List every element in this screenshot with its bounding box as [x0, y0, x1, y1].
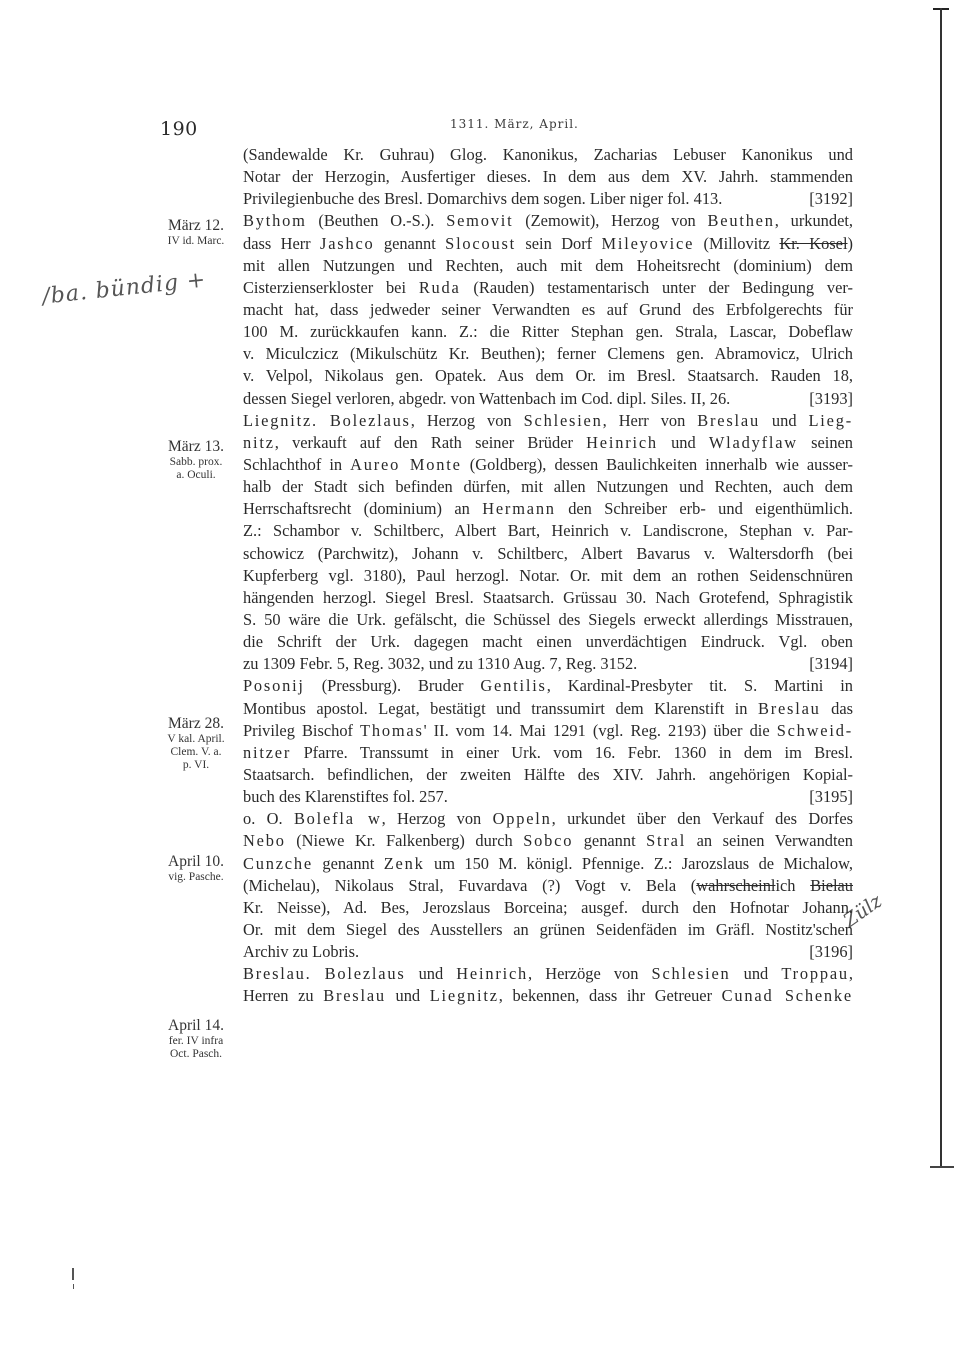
- text-span: um 150 M. königl. Pfennige. Z.: Jarozslaus de Michalow,: [424, 853, 853, 873]
- text-span: , Herzog von: [410, 410, 524, 430]
- margin-sub: a. Oculi.: [176, 469, 216, 481]
- person-name: Heinrich: [586, 432, 658, 452]
- binding-rule: [940, 8, 942, 1168]
- place-name: Breslau: [323, 986, 386, 1006]
- place-name: Beuthen: [707, 211, 775, 231]
- handwritten-note-right: Zülz: [839, 890, 887, 932]
- text-line: [243, 720, 853, 742]
- text-span: und: [657, 432, 709, 452]
- text-line: Or. mit dem Siegel des Ausstellers an grünen Seidenfäden im Gräfl. Nostitz'schen: [243, 919, 853, 939]
- binding-rule-tick: [930, 1166, 954, 1168]
- text-span: , Herzog von: [381, 809, 493, 829]
- place-name: Mileyovice: [601, 233, 695, 253]
- text-line: halb der Stadt sich befinden dürfen, mit allen Nutzungen und Rechten, auch dem: [243, 477, 853, 497]
- person-name: Stral: [646, 831, 687, 851]
- margin-sub: Clem. V. a.: [170, 746, 222, 758]
- text-span: o. O.: [243, 809, 294, 829]
- text-span: seinen: [797, 432, 853, 452]
- text-span: (Niewe Kr. Falkenberg) durch: [285, 831, 524, 851]
- text-line: Z.: Schambor v. Schiltberc, Albert Bart, Heinrich v. Landiscrone, Stephan v. Par-: [243, 521, 853, 541]
- text-line: schowicz (Parchwitz), Johann v. Schiltberc, Albert Bavarus v. Waltersdorfh (bei: [243, 543, 853, 563]
- text-span: und: [405, 964, 457, 984]
- person-name: Hermann: [482, 499, 556, 519]
- person-name: Thomas: [360, 720, 424, 740]
- text-span: das: [820, 698, 853, 718]
- person-name: Heinrich: [456, 964, 529, 984]
- text-span: genannt: [312, 853, 384, 873]
- struck-text: wahrscheinl: [696, 875, 776, 895]
- text-span: Montibus apostol. Legat, bestätigt und transsumirt dem Klarenstift in: [243, 698, 758, 718]
- text-span: (Michelau), Nikolaus Stral, Fuvardava (?) Vogt v. Bela (: [243, 875, 697, 895]
- struck-text: Bielau: [810, 875, 853, 895]
- text-span: und: [730, 964, 782, 984]
- place-name: Liegnitz.: [243, 410, 318, 430]
- text-span: Schlachthof in: [243, 454, 351, 474]
- place-name: Breslau: [757, 698, 821, 718]
- text-line: [243, 941, 853, 963]
- regest-number: [3196]: [809, 942, 853, 962]
- place-name: nitzer: [243, 742, 292, 762]
- text-line: Kupferberg vgl. 3180), Paul herzogl. Notar. Or. mit dem an rothen Seidenschnüren: [243, 565, 853, 585]
- text-line: mit allen Nutzungen und Rechten, auch mit dem Hoheitsrecht (dominium) dem: [243, 255, 853, 275]
- place-name: Schlesien: [651, 964, 731, 984]
- person-name: Wladyflaw: [708, 432, 798, 452]
- text-span: , urkundet,: [774, 211, 853, 231]
- text-line: (Sandewalde Kr. Guhrau) Glog. Kanonikus, Zacharias Lebuser Kanonikus und: [243, 145, 853, 164]
- text-line: [243, 454, 853, 476]
- margin-sub: Oct. Pasch.: [169, 1048, 223, 1060]
- place-name: Breslau: [697, 410, 760, 430]
- text-span: (Rauden) testamentarisch unter der Bedingung ver-: [460, 277, 853, 297]
- text-span: , bekennen, dass ihr Getreuer: [498, 986, 722, 1006]
- line-text: zu 1309 Febr. 5, Reg. 3032, und zu 1310 Aug. 7, Reg. 3152.: [243, 654, 638, 674]
- person-name: Bolezlaus: [324, 964, 406, 984]
- text-span: an seinen Verwandten: [686, 831, 853, 851]
- person-name: Gentilis: [480, 676, 547, 696]
- text-line: v. Velpol, Nikolaus gen. Opatek. Aus dem Or. im Bresl. Staatsarch. Rauden 18,: [243, 366, 853, 386]
- margin-note-3195: [152, 714, 240, 772]
- place-name: Liegnitz: [429, 986, 499, 1006]
- text-line: Notar der Herzogin, Ausfertiger dieses. In dem aus dem XV. Jahrh. stammenden: [243, 167, 853, 187]
- text-span: (Pressburg). Bruder: [304, 676, 481, 696]
- text-line: v. Miculczicz (Mikulschütz Kr. Beuthen); ferner Clemens gen. Abramovicz, Ulrich: [243, 344, 853, 364]
- text-line: die Schrift der Urk. dagegen macht einen unverdächtigen Eindruck. Vgl. oben: [243, 632, 853, 652]
- regesta-text: [243, 144, 853, 1007]
- place-name: Nebo: [243, 831, 286, 851]
- text-line: [243, 675, 853, 697]
- struck-text: Kr. Kosel: [779, 233, 848, 253]
- text-span: den Schreiber erb- und eigenthümlich.: [555, 499, 854, 519]
- text-span: , verkauft auf den Rath seiner Brüder: [274, 432, 587, 452]
- text-line: [243, 786, 853, 808]
- line-text: dessen Siegel verloren, abgedr. von Wattenbach im Cod. dipl. Siles. II, 26.: [243, 388, 731, 408]
- margin-sub: V kal. April.: [167, 733, 225, 745]
- line-text: Privilegienbuche des Bresl. Domarchivs dem sogen. Liber niger fol. 413.: [243, 189, 723, 209]
- place-name: Schweid-: [776, 720, 853, 740]
- text-line: [243, 742, 853, 764]
- text-span: (Millovitz: [694, 233, 780, 253]
- text-line: [243, 188, 853, 210]
- page-number: 190: [160, 118, 198, 140]
- margin-note-3197: [152, 1016, 240, 1061]
- margin-date: April 10.: [168, 853, 224, 870]
- text-span: sein Dorf: [516, 233, 602, 253]
- line-text: Archiv zu Lobris.: [243, 942, 360, 962]
- text-span: (Beuthen O.-S.).: [306, 211, 447, 231]
- text-span: , urkundet über den Verkauf des Dorfes: [551, 809, 853, 829]
- text-line: [243, 388, 853, 410]
- text-span: Privileg Bischof: [243, 720, 361, 740]
- margin-sub: vig. Pasche.: [168, 871, 224, 883]
- scan-speck: [73, 1284, 74, 1289]
- text-line: macht hat, dass jedweder seiner Verwandten es auf Grund des Erbfolgerechts für: [243, 299, 853, 319]
- line-text: buch des Klarenstiftes fol. 257.: [243, 787, 448, 807]
- regest-number: [3194]: [809, 654, 853, 674]
- person-name: Bolezlaus: [329, 410, 411, 430]
- margin-note-3193: [152, 216, 240, 248]
- text-line: Kr. Neisse), Ad. Bes, Jerozslaus Borceina; ausgef. durch den Hofnotar Johann.: [243, 897, 853, 917]
- text-line: [243, 410, 853, 432]
- margin-date: März 28.: [168, 715, 224, 732]
- place-name: Lieg-: [808, 410, 853, 430]
- margin-sub: fer. IV infra: [168, 1035, 224, 1047]
- text-line: [243, 985, 853, 1007]
- place-name: Troppau: [781, 964, 849, 984]
- text-span: Herrschaftsrecht (dominium) an: [243, 499, 483, 519]
- running-head: 1311. März, April.: [450, 117, 579, 131]
- margin-note-3196: [152, 852, 240, 884]
- text-line: [243, 963, 853, 985]
- place-name: Oppeln: [492, 809, 552, 829]
- text-span: , Herzöge von: [528, 964, 652, 984]
- margin-date: März 13.: [168, 438, 224, 455]
- place-name: Bythom: [243, 211, 307, 231]
- text-span: Pfarre. Transsumt in einer Urk. vom 16. Febr. 1360 in dem im Bresl.: [291, 742, 853, 762]
- text-span: Herren zu: [243, 986, 324, 1006]
- regest-number: [3193]: [809, 388, 853, 408]
- margin-sub: Sabb. prox.: [169, 456, 223, 468]
- margin-date: März 12.: [168, 217, 224, 234]
- text-line: [243, 853, 853, 875]
- text-line: [243, 653, 853, 675]
- text-line: [243, 698, 853, 720]
- text-line: 100 M. zurückkaufen kann. Z.: die Ritter Stephan gen. Strala, Lascar, Dobeflaw: [243, 322, 853, 342]
- person-name: Cunzche: [243, 853, 313, 873]
- text-line: [243, 498, 853, 520]
- text-span: ,: [848, 964, 854, 984]
- text-line: S. 50 wäre die Urk. gefälscht, die Schüssel des Siegels erweckt allerdings Misstrauen,: [243, 609, 853, 629]
- text-line: [243, 808, 853, 830]
- text-span: ich: [775, 875, 811, 895]
- text-span: (Zemowit), Herzog von: [513, 211, 708, 231]
- place-name: Posonij: [243, 676, 305, 696]
- person-name: Semovit: [446, 211, 514, 231]
- regest-number: [3195]: [809, 787, 853, 807]
- text-span: , Herr von: [602, 410, 698, 430]
- person-name: Bolefla w: [293, 809, 382, 829]
- place-name: Aureo Monte: [350, 454, 462, 474]
- place-name: Breslau.: [243, 964, 312, 984]
- margin-note-3194: [152, 437, 240, 482]
- place-name: Schlesien: [523, 410, 603, 430]
- text-span: Cisterzienserkloster bei: [243, 277, 419, 297]
- text-span: ): [847, 233, 853, 253]
- handwritten-note-left: /ba. bündig +: [41, 267, 208, 310]
- margin-sub: IV id. Marc.: [167, 235, 225, 247]
- person-name: Cunad Schenke: [721, 986, 854, 1006]
- text-span: und: [385, 986, 430, 1006]
- text-line: [243, 432, 853, 454]
- text-line: Staatsarch. befindlichen, der zweiten Hälfte des XIV. Jahrh. angehörigen Kopial-: [243, 764, 853, 784]
- margin-date: April 14.: [168, 1017, 224, 1034]
- text-span: (Goldberg), dessen Baulichkeiten innerhalb wie ausser-: [461, 454, 853, 474]
- place-name: Ruda: [418, 277, 461, 297]
- text-span: dass Herr: [243, 233, 321, 253]
- text-span: genannt: [374, 233, 446, 253]
- person-name: Zenk: [383, 853, 425, 873]
- text-line: [243, 830, 853, 852]
- text-span: ' II. vom 14. Mai 1291 (vgl. Reg. 2193) über die: [423, 720, 777, 740]
- margin-sub: p. VI.: [182, 759, 210, 771]
- regest-number: [3192]: [809, 189, 853, 209]
- text-line: hängenden herzogl. Siegel Bresl. Staatsarch. Grüssau 30. Nach Grotefend, Sphragistik: [243, 587, 853, 607]
- text-line: [243, 277, 853, 299]
- text-span: und: [759, 410, 809, 430]
- text-span: genannt: [573, 831, 647, 851]
- person-name: Jashco: [320, 233, 375, 253]
- text-span: , Kardinal-Presbyter tit. S. Martini in: [546, 676, 853, 696]
- place-name: nitz: [243, 432, 275, 452]
- text-line: [243, 875, 853, 897]
- person-name: Sobco: [523, 831, 574, 851]
- text-line: [243, 210, 853, 232]
- person-name: Slocoust: [445, 233, 517, 253]
- scan-speck: [72, 1268, 74, 1280]
- text-line: [243, 233, 853, 255]
